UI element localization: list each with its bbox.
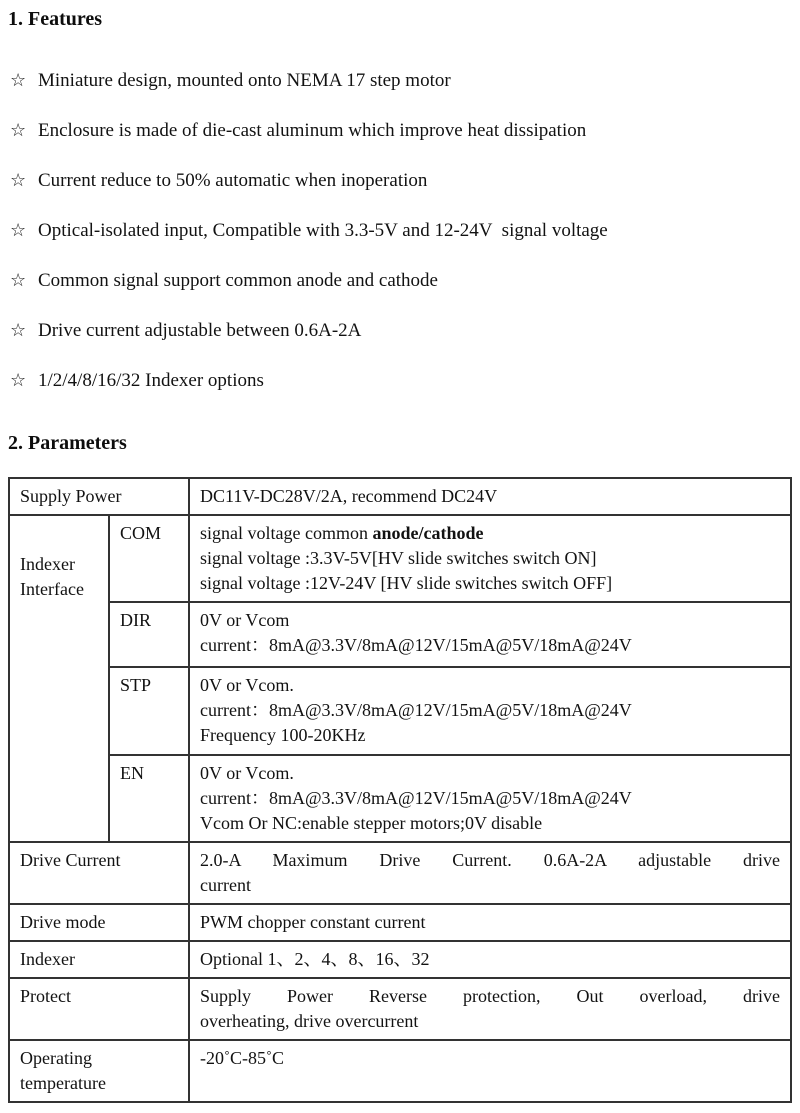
feature-text: Enclosure is made of die-cast aluminum which improve heat dissipation (38, 120, 587, 141)
com-line-2: signal voltage :3.3V-5V[HV slide switches switch ON] (200, 548, 597, 568)
param-value-com (189, 515, 791, 602)
row-operating-temperature (9, 1040, 791, 1102)
com-line-1-text: signal voltage common (200, 523, 373, 543)
stp-line-1: 0V or Vcom. (200, 675, 294, 695)
signal-name-dir: DIR (109, 602, 189, 667)
star-bullet-icon: ☆ (10, 270, 27, 291)
row-supply-power (9, 478, 791, 515)
feature-text: Common signal support common anode and cathode (38, 270, 438, 291)
feature-text: Miniature design, mounted onto NEMA 17 step motor (38, 70, 451, 91)
feature-item (8, 318, 790, 343)
com-line-1-bold: anode/cathode (372, 523, 484, 543)
dir-line-1: 0V or Vcom (200, 610, 290, 630)
row-drive-mode (9, 904, 791, 941)
stp-line-3: Frequency 100-20KHz (200, 725, 366, 745)
row-drive-current (9, 842, 791, 904)
param-label-indexer: Indexer (9, 941, 189, 978)
param-label-drive-mode: Drive mode (9, 904, 189, 941)
star-bullet-icon: ☆ (10, 370, 27, 391)
feature-item (8, 118, 790, 143)
star-bullet-icon: ☆ (10, 170, 27, 191)
star-bullet-icon: ☆ (10, 220, 27, 241)
feature-item (8, 168, 790, 193)
param-value-dir (189, 602, 791, 667)
param-value-protect (189, 978, 791, 1040)
features-heading: 1. Features (8, 8, 103, 30)
en-line-1: 0V or Vcom. (200, 763, 294, 783)
en-line-3: Vcom Or NC:enable stepper motors;0V disable (200, 813, 543, 833)
dir-line-2: current：8mA@3.3V/8mA@12V/15mA@5V/18mA@24V (200, 635, 632, 655)
feature-text: Current reduce to 50% automatic when inoperation (38, 170, 428, 191)
signal-name-stp: STP (109, 667, 189, 755)
drive-current-line-1: 2.0-A Maximum Drive Current. 0.6A-2A adjustable drive (200, 850, 781, 870)
param-value-en (189, 755, 791, 842)
row-indexer-interface-stp (9, 667, 791, 755)
protect-line-1: Supply Power Reverse protection, Out overload, drive (200, 986, 781, 1006)
row-indexer-interface-com (9, 515, 791, 602)
parameters-heading: 2. Parameters (8, 432, 127, 454)
param-label-operating-temperature: Operating temperature (9, 1040, 189, 1102)
param-label-protect: Protect (9, 978, 189, 1040)
param-value-indexer: Optional 1、2、4、8、16、32 (189, 941, 791, 978)
feature-item (8, 218, 790, 243)
star-bullet-icon: ☆ (10, 70, 27, 91)
feature-item (8, 268, 790, 293)
param-value-stp (189, 667, 791, 755)
signal-name-com: COM (109, 515, 189, 602)
signal-name-en: EN (109, 755, 189, 842)
protect-line-2: overheating, drive overcurrent (200, 1011, 419, 1031)
parameters-table (8, 477, 792, 1103)
feature-text: 1/2/4/8/16/32 Indexer options (38, 370, 264, 391)
param-label-supply-power: Supply Power (9, 478, 189, 515)
com-line-3: signal voltage :12V-24V [HV slide switches switch OFF] (200, 573, 613, 593)
features-list (8, 68, 790, 393)
row-indexer-interface-en (9, 755, 791, 842)
param-value-drive-mode: PWM chopper constant current (189, 904, 791, 941)
feature-text: Optical-isolated input, Compatible with 3.3-5V and 12-24V signal voltage (38, 220, 608, 241)
row-indexer (9, 941, 791, 978)
row-protect (9, 978, 791, 1040)
param-value-drive-current (189, 842, 791, 904)
en-line-2: current：8mA@3.3V/8mA@12V/15mA@5V/18mA@24V (200, 788, 632, 808)
param-value-operating-temperature: -20˚C-85˚C (189, 1040, 791, 1102)
star-bullet-icon: ☆ (10, 120, 27, 141)
drive-current-line-2: current (200, 875, 251, 895)
feature-text: Drive current adjustable between 0.6A-2A (38, 320, 362, 341)
param-value-supply-power: DC11V-DC28V/2A, recommend DC24V (189, 478, 791, 515)
feature-item (8, 68, 790, 93)
param-label-indexer-interface: Indexer Interface (9, 515, 109, 842)
com-line-1 (200, 521, 780, 546)
stp-line-2: current：8mA@3.3V/8mA@12V/15mA@5V/18mA@24V (200, 700, 632, 720)
feature-item (8, 368, 790, 393)
row-indexer-interface-dir (9, 602, 791, 667)
param-label-drive-current: Drive Current (9, 842, 189, 904)
star-bullet-icon: ☆ (10, 320, 27, 341)
